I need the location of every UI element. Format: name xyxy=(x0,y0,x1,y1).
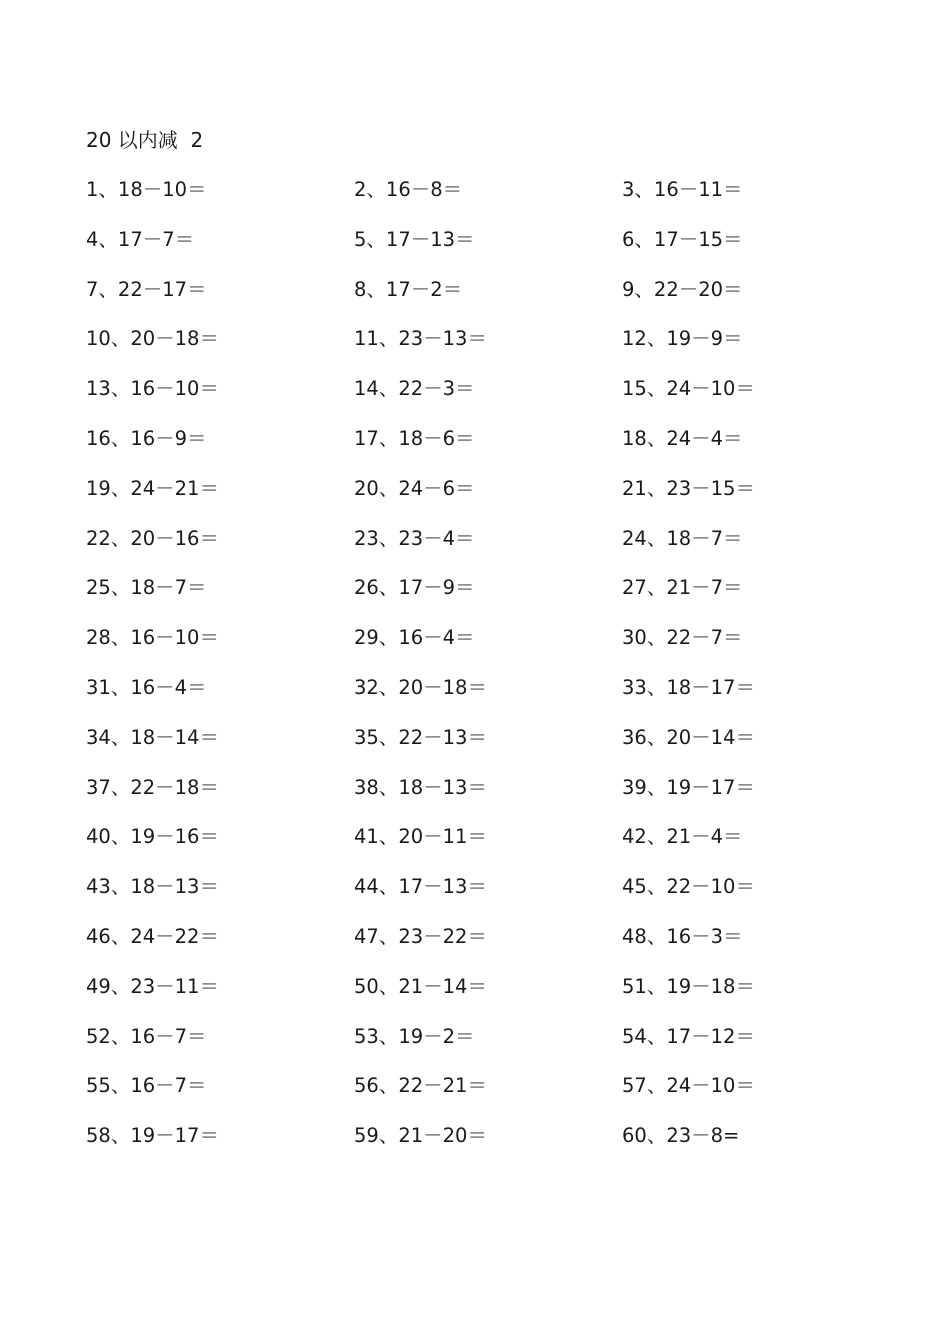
problem-49: 49、23－11＝ xyxy=(86,974,219,998)
problem-31: 31、16－4＝ xyxy=(86,675,207,699)
problem-37: 37、22－18＝ xyxy=(86,775,219,799)
problem-38: 38、18－13＝ xyxy=(354,775,487,799)
problem-6: 6、17－15＝ xyxy=(622,227,743,251)
problem-15: 15、24－10＝ xyxy=(622,377,755,401)
problem-47: 47、23－22＝ xyxy=(354,924,487,948)
problem-46: 46、24－22＝ xyxy=(86,924,219,948)
problem-16: 16、16－9＝ xyxy=(86,426,207,450)
worksheet-title: 20 以内减 2 xyxy=(86,128,204,152)
problem-42: 42、21－4＝ xyxy=(622,825,743,849)
problem-52: 52、16－7＝ xyxy=(86,1024,207,1048)
problem-39: 39、19－17＝ xyxy=(622,775,755,799)
problem-2: 2、16－8＝ xyxy=(354,178,463,201)
problem-4: 4、17－7＝ xyxy=(86,227,195,251)
problem-54: 54、17－12＝ xyxy=(622,1024,755,1048)
problem-32: 32、20－18＝ xyxy=(354,675,487,699)
problem-60: 60、23－8= xyxy=(622,1124,740,1148)
problem-grid xyxy=(86,176,846,1172)
problem-19: 19、24－21＝ xyxy=(86,476,219,500)
problem-21: 21、23－15＝ xyxy=(622,476,755,500)
problem-18: 18、24－4＝ xyxy=(622,426,743,450)
problem-51: 51、19－18＝ xyxy=(622,974,755,998)
problem-53: 53、19－2＝ xyxy=(354,1024,475,1048)
problem-17: 17、18－6＝ xyxy=(354,426,475,450)
problem-24: 24、18－7＝ xyxy=(622,526,743,550)
problem-27: 27、21－7＝ xyxy=(622,576,743,600)
problem-30: 30、22－7＝ xyxy=(622,626,743,650)
problem-40: 40、19－16＝ xyxy=(86,825,219,849)
problem-8: 8、17－2＝ xyxy=(354,277,463,301)
problem-10: 10、20－18＝ xyxy=(86,327,219,351)
problem-22: 22、20－16＝ xyxy=(86,526,219,550)
problem-3: 3、16－11＝ xyxy=(622,178,743,201)
problem-55: 55、16－7＝ xyxy=(86,1074,207,1098)
problem-20: 20、24－6＝ xyxy=(354,476,475,500)
problem-13: 13、16－10＝ xyxy=(86,377,219,401)
problem-36: 36、20－14＝ xyxy=(622,725,755,749)
problem-43: 43、18－13＝ xyxy=(86,875,219,899)
problem-26: 26、17－9＝ xyxy=(354,576,475,600)
problem-28: 28、16－10＝ xyxy=(86,626,219,650)
problem-1: 1、18－10＝ xyxy=(86,178,207,201)
problem-59: 59、21－20＝ xyxy=(354,1124,487,1148)
problem-5: 5、17－13＝ xyxy=(354,227,475,251)
problem-34: 34、18－14＝ xyxy=(86,725,219,749)
problem-29: 29、16－4＝ xyxy=(354,626,475,650)
problem-23: 23、23－4＝ xyxy=(354,526,475,550)
problem-11: 11、23－13＝ xyxy=(354,327,487,351)
problem-57: 57、24－10＝ xyxy=(622,1074,755,1098)
problem-50: 50、21－14＝ xyxy=(354,974,487,998)
problem-41: 41、20－11＝ xyxy=(354,825,487,849)
problem-58: 58、19－17＝ xyxy=(86,1124,219,1148)
problem-56: 56、22－21＝ xyxy=(354,1074,487,1098)
problem-9: 9、22－20＝ xyxy=(622,277,743,301)
problem-44: 44、17－13＝ xyxy=(354,875,487,899)
problem-33: 33、18－17＝ xyxy=(622,675,755,699)
problem-48: 48、16－3＝ xyxy=(622,924,743,948)
problem-25: 25、18－7＝ xyxy=(86,576,207,600)
problem-7: 7、22－17＝ xyxy=(86,277,207,301)
problem-35: 35、22－13＝ xyxy=(354,725,487,749)
problem-45: 45、22－10＝ xyxy=(622,875,755,899)
problem-14: 14、22－3＝ xyxy=(354,377,475,401)
problem-12: 12、19－9＝ xyxy=(622,327,743,351)
